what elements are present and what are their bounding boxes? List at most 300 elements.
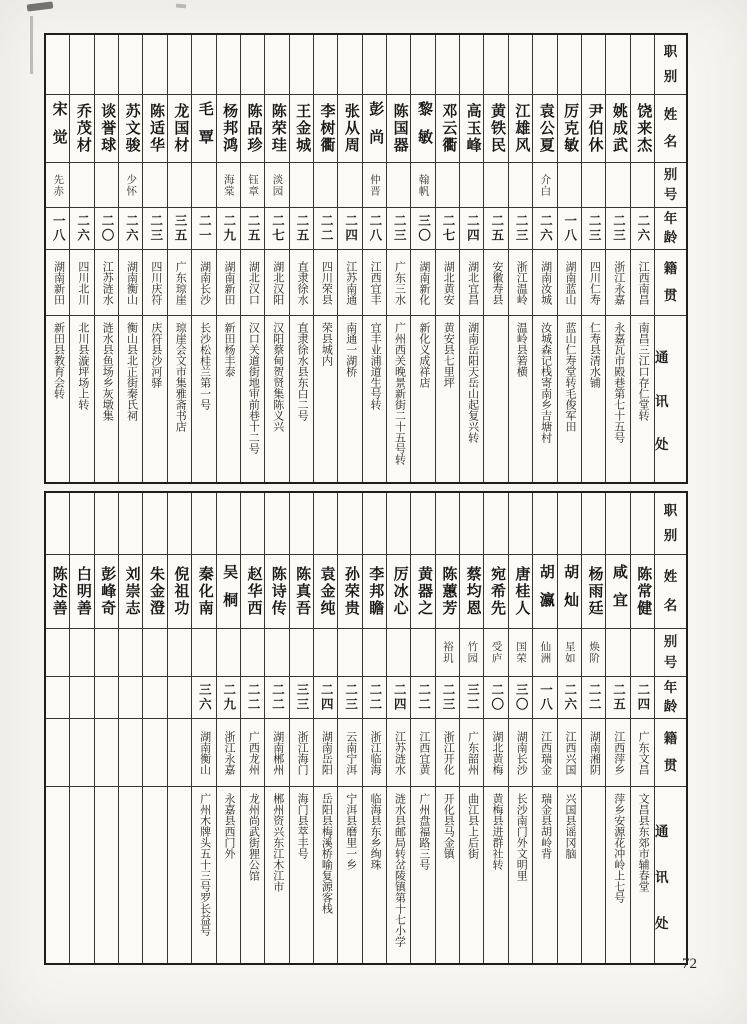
- name-cell: 陈常健: [631, 555, 654, 629]
- native-cell: 湖南衡山: [119, 250, 142, 316]
- person-column: [630, 493, 654, 963]
- age-cell: 三三: [290, 677, 313, 719]
- age-cell: 二三: [387, 208, 410, 250]
- occupation-cell: [509, 493, 532, 555]
- alias-cell: [509, 163, 532, 208]
- alias-cell: [290, 163, 313, 208]
- occupation-cell: [582, 493, 605, 555]
- occupation-cell: [411, 35, 434, 95]
- address-cell: 荣县城内: [320, 322, 333, 366]
- person-column: [386, 35, 410, 482]
- occupation-cell: [631, 493, 654, 555]
- native-cell: 湖南新田: [46, 250, 69, 316]
- name-cell: 白明善: [70, 555, 93, 629]
- address-cell: 郴州资兴东江木江市: [271, 793, 284, 892]
- name-cell: 厉克敏: [558, 95, 581, 163]
- native-cell: 湖北黄梅: [484, 719, 507, 787]
- age-cell: [119, 677, 142, 719]
- alias-cell: [70, 163, 93, 208]
- name-cell: 姚成武: [606, 95, 629, 163]
- name-cell: 彭尚: [363, 95, 386, 163]
- native-cell: 江西宜黄: [411, 719, 434, 787]
- alias-cell: [363, 629, 386, 677]
- address-cell: 永嘉瓦市殿巷第七十五号: [612, 322, 625, 443]
- name-cell: 陈适华: [143, 95, 166, 163]
- name-cell: 陈诗传: [265, 555, 288, 629]
- age-cell: 二六: [558, 677, 581, 719]
- person-column: [191, 493, 215, 963]
- address-cell: [70, 787, 93, 963]
- address-cell: 黄安县七里坪: [442, 322, 455, 388]
- alias-cell: 星如: [558, 629, 581, 677]
- name-cell: 袁金纯: [314, 555, 337, 629]
- native-cell: 云南宁洱: [338, 719, 361, 787]
- name-cell: 高玉峰: [460, 95, 483, 163]
- occupation-cell: [119, 493, 142, 555]
- alias-cell: [143, 629, 166, 677]
- age-cell: 二七: [436, 208, 459, 250]
- alias-cell: [192, 629, 215, 677]
- address-cell: 广州盘福路三号: [417, 793, 430, 870]
- occupation-cell: [143, 35, 166, 95]
- occupation-cell: [363, 493, 386, 555]
- occupation-cell: [484, 493, 507, 555]
- name-cell: 黄铁民: [484, 95, 507, 163]
- occupation-cell: [265, 35, 288, 95]
- native-cell: 安徽寿县: [484, 250, 507, 316]
- native-cell: 湖南新田: [217, 250, 240, 316]
- name-cell: 陈荣珪: [265, 95, 288, 163]
- address-cell: 岳阳县梅溪桥喻复源客栈: [320, 793, 333, 914]
- person-column: [581, 35, 605, 482]
- address-cell: 温岭县箬横: [515, 322, 528, 377]
- person-column: [264, 493, 288, 963]
- scan-smudge: [30, 16, 33, 74]
- native-cell: 广东文昌: [631, 719, 654, 787]
- address-cell: 广州西关晚景新街二十五号转: [393, 322, 406, 465]
- occupation-cell: [582, 35, 605, 95]
- alias-cell: 少怀: [119, 163, 142, 208]
- alias-cell: [290, 629, 313, 677]
- alias-cell: [143, 163, 166, 208]
- native-cell: 江苏南通: [338, 250, 361, 316]
- row-label-age: 年 龄: [655, 677, 686, 719]
- name-cell: 胡瀛: [533, 555, 556, 629]
- occupation-cell: [70, 493, 93, 555]
- person-column: [289, 35, 313, 482]
- row-label-occupation: 职 别: [655, 35, 686, 95]
- person-column: [532, 35, 556, 482]
- native-cell: 湖南长沙: [192, 250, 215, 316]
- occupation-cell: [168, 35, 191, 95]
- alias-cell: [387, 163, 410, 208]
- person-column: [46, 35, 69, 482]
- occupation-cell: [606, 35, 629, 95]
- person-column: [557, 35, 581, 482]
- person-column: [459, 35, 483, 482]
- native-cell: 湖南岳阳: [314, 719, 337, 787]
- native-cell: 湖南蓝山: [558, 250, 581, 316]
- occupation-cell: [509, 35, 532, 95]
- person-column: [94, 493, 118, 963]
- address-cell: 涟水县邮局转岔陵镇第十七小学: [393, 793, 406, 947]
- age-cell: 二二: [411, 677, 434, 719]
- occupation-cell: [46, 35, 69, 95]
- person-column: [362, 493, 386, 963]
- address-cell: 北川县漩坪场上转: [76, 322, 89, 410]
- alias-cell: 国荣: [509, 629, 532, 677]
- person-column: [386, 493, 410, 963]
- address-cell: 开化县马金镇: [442, 793, 455, 859]
- age-cell: 二〇: [95, 208, 118, 250]
- address-cell: 南通一湖桥: [344, 322, 357, 377]
- name-cell: 宛希先: [484, 555, 507, 629]
- name-cell: 张从周: [338, 95, 361, 163]
- name-cell: 杨邦鸿: [217, 95, 240, 163]
- row-label-age: 年 龄: [655, 208, 686, 250]
- person-column: [167, 35, 191, 482]
- person-column: [191, 35, 215, 482]
- name-cell: 江雄风: [509, 95, 532, 163]
- person-column: [435, 493, 459, 963]
- address-cell: 兴国县谣冈脑: [564, 793, 577, 859]
- address-cell: 曲江县上后街: [466, 793, 479, 859]
- address-cell: 汉阳蔡甸贺贤集陈义兴: [271, 322, 284, 432]
- age-cell: 二二: [265, 677, 288, 719]
- row-label-alias: 别 号: [655, 629, 686, 677]
- age-cell: 二六: [533, 208, 556, 250]
- name-cell: 刘崇志: [119, 555, 142, 629]
- occupation-cell: [290, 493, 313, 555]
- native-cell: 浙江永嘉: [606, 250, 629, 316]
- age-cell: 二二: [314, 208, 337, 250]
- native-cell: 浙江永嘉: [217, 719, 240, 787]
- person-column: [605, 493, 629, 963]
- native-cell: [46, 719, 69, 787]
- name-cell: 苏文骏: [119, 95, 142, 163]
- name-cell: 唐桂人: [509, 555, 532, 629]
- native-cell: [119, 719, 142, 787]
- row-label-address: 通 讯 处: [655, 350, 669, 453]
- occupation-cell: [95, 493, 118, 555]
- address-cell: 新田县教育会转: [52, 322, 65, 399]
- age-cell: 二八: [363, 208, 386, 250]
- alias-cell: [631, 163, 654, 208]
- name-cell: 黎敏: [411, 95, 434, 163]
- person-column: [69, 493, 93, 963]
- name-cell: 袁公夏: [533, 95, 556, 163]
- occupation-cell: [631, 35, 654, 95]
- row-label-occupation: 职 别: [655, 493, 686, 555]
- native-cell: 湖北宜昌: [460, 250, 483, 316]
- native-cell: 湖北黄安: [436, 250, 459, 316]
- occupation-cell: [70, 35, 93, 95]
- age-cell: 三〇: [509, 677, 532, 719]
- occupation-cell: [338, 35, 361, 95]
- address-cell: [582, 787, 605, 963]
- alias-cell: [411, 629, 434, 677]
- address-cell: [95, 787, 118, 963]
- age-cell: 二三: [338, 677, 361, 719]
- person-column: [94, 35, 118, 482]
- occupation-cell: [314, 35, 337, 95]
- occupation-cell: [460, 493, 483, 555]
- alias-cell: 仲晋: [363, 163, 386, 208]
- name-cell: 彭峰奇: [95, 555, 118, 629]
- native-cell: 湖南郴州: [265, 719, 288, 787]
- name-cell: 饶来杰: [631, 95, 654, 163]
- alias-cell: [70, 629, 93, 677]
- person-column: [630, 35, 654, 482]
- age-cell: 二三: [582, 208, 605, 250]
- name-cell: 蔡均恩: [460, 555, 483, 629]
- person-column: [410, 35, 434, 482]
- alias-cell: 先赤: [46, 163, 69, 208]
- native-cell: 江苏涟水: [95, 250, 118, 316]
- name-cell: 李树衢: [314, 95, 337, 163]
- age-cell: 二三: [509, 208, 532, 250]
- person-column: [605, 35, 629, 482]
- occupation-cell: [436, 35, 459, 95]
- alias-cell: 介白: [533, 163, 556, 208]
- age-cell: 二六: [631, 208, 654, 250]
- address-cell: 南昌三江口存仁堂转: [637, 322, 650, 421]
- age-cell: 二五: [606, 677, 629, 719]
- alias-cell: [46, 629, 69, 677]
- alias-cell: [168, 163, 191, 208]
- native-cell: [70, 719, 93, 787]
- address-cell: [484, 316, 507, 482]
- scan-smudge: [176, 4, 186, 9]
- name-cell: 黄器之: [411, 555, 434, 629]
- native-cell: 四川仁寿: [582, 250, 605, 316]
- person-column: [216, 35, 240, 482]
- native-cell: [95, 719, 118, 787]
- address-cell: [168, 787, 191, 963]
- alias-cell: [606, 163, 629, 208]
- age-cell: 二二: [363, 677, 386, 719]
- name-cell: 陈述善: [46, 555, 69, 629]
- occupation-cell: [217, 493, 240, 555]
- occupation-cell: [241, 35, 264, 95]
- age-cell: 二三: [436, 677, 459, 719]
- address-cell: 黄梅县进群社转: [490, 793, 503, 870]
- occupation-cell: [192, 493, 215, 555]
- scan-smudge: [27, 1, 54, 11]
- name-cell: 陈蕙芳: [436, 555, 459, 629]
- alias-cell: 受庐: [484, 629, 507, 677]
- name-cell: 孙荣贵: [338, 555, 361, 629]
- occupation-cell: [314, 493, 337, 555]
- person-column: [557, 493, 581, 963]
- native-cell: 湖北汉阳: [265, 250, 288, 316]
- address-cell: 海门县萃丰号: [296, 793, 309, 859]
- alias-cell: [95, 163, 118, 208]
- person-column: [289, 493, 313, 963]
- native-cell: 湖北汉口: [241, 250, 264, 316]
- alias-cell: [631, 629, 654, 677]
- address-cell: 新田杨丰泰: [222, 322, 235, 377]
- native-cell: 广西龙州: [241, 719, 264, 787]
- occupation-cell: [411, 493, 434, 555]
- person-column: [313, 493, 337, 963]
- native-cell: 直隶徐水: [290, 250, 313, 316]
- name-cell: 尹伯休: [582, 95, 605, 163]
- name-cell: 谈誉球: [95, 95, 118, 163]
- person-column: [337, 493, 361, 963]
- occupation-cell: [363, 35, 386, 95]
- age-cell: 二四: [387, 677, 410, 719]
- address-cell: 仁寿县清水铺: [588, 322, 601, 388]
- person-column: [337, 35, 361, 482]
- name-cell: 朱金澄: [143, 555, 166, 629]
- name-cell: 龙国材: [168, 95, 191, 163]
- age-cell: 二五: [484, 208, 507, 250]
- name-cell: 倪祖功: [168, 555, 191, 629]
- person-column: [459, 493, 483, 963]
- native-cell: 湖南汝城: [533, 250, 556, 316]
- age-cell: [168, 677, 191, 719]
- alias-cell: [387, 629, 410, 677]
- alias-cell: 翰帆: [411, 163, 434, 208]
- native-cell: 湖南长沙: [509, 719, 532, 787]
- age-cell: 二五: [241, 208, 264, 250]
- alias-cell: 钰章: [241, 163, 264, 208]
- name-cell: 吴桐: [217, 555, 240, 629]
- row-label-alias: 别 号: [655, 163, 686, 208]
- age-cell: 二二: [582, 677, 605, 719]
- alias-cell: 焕阶: [582, 629, 605, 677]
- alias-cell: [95, 629, 118, 677]
- native-cell: [168, 719, 191, 787]
- occupation-cell: [241, 493, 264, 555]
- occupation-cell: [217, 35, 240, 95]
- alias-cell: [168, 629, 191, 677]
- person-column: [216, 493, 240, 963]
- person-column: [264, 35, 288, 482]
- occupation-cell: [143, 493, 166, 555]
- native-cell: 四川荣县: [314, 250, 337, 316]
- alias-cell: [436, 163, 459, 208]
- occupation-cell: [95, 35, 118, 95]
- address-cell: 永嘉县西门外: [222, 793, 235, 859]
- alias-cell: [582, 163, 605, 208]
- age-cell: 三二: [460, 677, 483, 719]
- age-cell: 二四: [460, 208, 483, 250]
- address-cell: 汝城森记栈寄南乡吉塘村: [539, 322, 552, 443]
- row-label-column: [654, 35, 686, 482]
- native-cell: 湖南衡山: [192, 719, 215, 787]
- name-cell: 王金城: [290, 95, 313, 163]
- occupation-cell: [338, 493, 361, 555]
- person-column: [508, 35, 532, 482]
- occupation-cell: [290, 35, 313, 95]
- person-column: [240, 493, 264, 963]
- address-cell: 新化义成祥店: [417, 322, 430, 388]
- occupation-cell: [533, 35, 556, 95]
- age-cell: 二六: [119, 208, 142, 250]
- native-cell: 浙江开化: [436, 719, 459, 787]
- address-cell: 琼崖会文市集雅斋书店: [174, 322, 187, 432]
- occupation-cell: [119, 35, 142, 95]
- directory-table-top: [44, 33, 688, 484]
- directory-table-bottom: [44, 491, 688, 965]
- age-cell: 二五: [290, 208, 313, 250]
- person-column: [581, 493, 605, 963]
- occupation-cell: [460, 35, 483, 95]
- alias-cell: [484, 163, 507, 208]
- address-cell: 龙州尚武街狸公馆: [247, 793, 260, 881]
- alias-cell: [338, 629, 361, 677]
- alias-cell: [265, 629, 288, 677]
- age-cell: [70, 677, 93, 719]
- occupation-cell: [558, 35, 581, 95]
- alias-cell: [119, 629, 142, 677]
- native-cell: 湖南新化: [411, 250, 434, 316]
- address-cell: 庆符县沙河驿: [149, 322, 162, 388]
- native-cell: [143, 719, 166, 787]
- native-cell: 浙江温岭: [509, 250, 532, 316]
- occupation-cell: [265, 493, 288, 555]
- alias-cell: [558, 163, 581, 208]
- name-cell: 秦化南: [192, 555, 215, 629]
- occupation-cell: [436, 493, 459, 555]
- native-cell: 江西南昌: [631, 250, 654, 316]
- address-cell: 直隶徐水县东白二号: [296, 322, 309, 421]
- age-cell: 二七: [265, 208, 288, 250]
- address-cell: [46, 787, 69, 963]
- occupation-cell: [192, 35, 215, 95]
- address-cell: [119, 787, 142, 963]
- address-cell: 蓝山仁寿堂转毛俊军田: [564, 322, 577, 432]
- name-cell: 宋觉: [46, 95, 69, 163]
- age-cell: 二九: [217, 677, 240, 719]
- address-cell: 瑞金县胡岭背: [539, 793, 552, 859]
- page-number: 72: [682, 956, 697, 972]
- address-cell: 临海县东乡绚珠: [369, 793, 382, 870]
- age-cell: 三六: [192, 677, 215, 719]
- row-label-column: [654, 493, 686, 963]
- person-column: [167, 493, 191, 963]
- native-cell: 广东三水: [387, 250, 410, 316]
- occupation-cell: [484, 35, 507, 95]
- age-cell: 二四: [338, 208, 361, 250]
- native-cell: 浙江海门: [290, 719, 313, 787]
- native-cell: 江西宜丰: [363, 250, 386, 316]
- name-cell: 李邦瞻: [363, 555, 386, 629]
- row-label-native: 籍 贯: [655, 250, 686, 316]
- alias-cell: 裕玑: [436, 629, 459, 677]
- age-cell: [95, 677, 118, 719]
- name-cell: 杨雨廷: [582, 555, 605, 629]
- occupation-cell: [168, 493, 191, 555]
- address-cell: 萍乡安源花冲岭上七号: [612, 793, 625, 903]
- address-cell: 宜丰业浦道生号转: [369, 322, 382, 410]
- person-column: [240, 35, 264, 482]
- age-cell: 一八: [533, 677, 556, 719]
- occupation-cell: [558, 493, 581, 555]
- address-cell: 长沙南门外文明里: [515, 793, 528, 881]
- name-cell: 厉冰心: [387, 555, 410, 629]
- person-column: [362, 35, 386, 482]
- person-column: [118, 35, 142, 482]
- alias-cell: [241, 629, 264, 677]
- alias-cell: [217, 629, 240, 677]
- occupation-cell: [533, 493, 556, 555]
- name-cell: 邓云衢: [436, 95, 459, 163]
- age-cell: 二三: [606, 208, 629, 250]
- name-cell: 陈真吾: [290, 555, 313, 629]
